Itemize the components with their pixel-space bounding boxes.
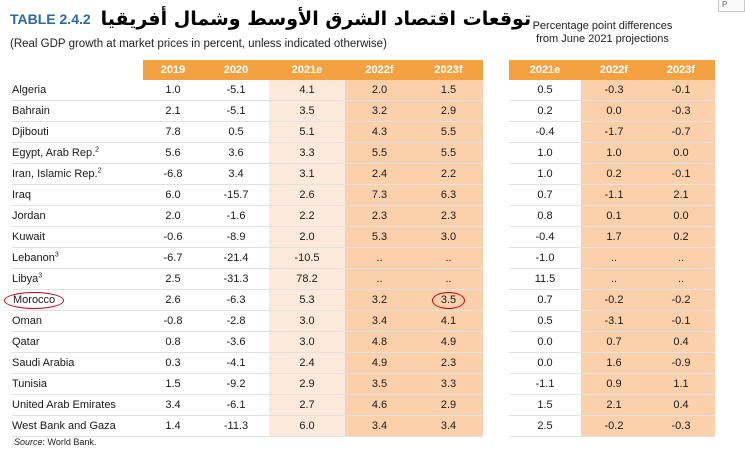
cell-diff-2021e: -1.1 (509, 374, 581, 395)
col-gap (483, 101, 509, 122)
country-label: Jordan (12, 210, 46, 222)
footnote-marker: 2 (95, 146, 100, 154)
cell-2023f: 1.5 (414, 80, 483, 101)
country-label: Iran, Islamic Rep. (12, 168, 98, 180)
cell-2023f: 2.2 (414, 164, 483, 185)
footnote-marker: 3 (54, 251, 59, 259)
cell-diff-2023f: 0.2 (647, 227, 715, 248)
cell-2019: -0.6 (143, 227, 203, 248)
country-name (12, 80, 143, 101)
cell-2020: -6.3 (203, 290, 269, 311)
col-gap (483, 80, 509, 101)
cell-2019: 3.4 (143, 395, 203, 416)
cell-2022f: 4.8 (345, 332, 414, 353)
col-2023f: 2023f (414, 60, 483, 80)
corner-tab[interactable]: P (718, 0, 745, 12)
cell-diff-2022f: 0.1 (581, 206, 647, 227)
cell-diff-2023f: 0.4 (647, 395, 715, 416)
cell-diff-2022f: -0.2 (581, 416, 647, 437)
cell-diff-2023f: .. (647, 248, 715, 269)
source-note (14, 437, 96, 447)
col-gap (483, 206, 509, 227)
table-row (12, 143, 715, 164)
cell-2021e: 5.3 (269, 290, 345, 311)
cell-diff-2022f: 0.2 (581, 164, 647, 185)
header-country-blank (12, 60, 143, 80)
cell-2019: 2.5 (143, 269, 203, 290)
cell-diff-2022f: -0.3 (581, 80, 647, 101)
table-label: TABLE 2.4.2 (10, 11, 91, 27)
table-row (12, 101, 715, 122)
cell-diff-2022f: -3.1 (581, 311, 647, 332)
cell-2019: 6.0 (143, 185, 203, 206)
country-label: Iraq (12, 189, 31, 201)
cell-2020: -11.3 (203, 416, 269, 437)
diff-heading-line1: Percentage point differences (532, 20, 673, 32)
diff-col-2023f: 2023f (647, 60, 715, 80)
col-gap (483, 60, 509, 80)
country-label: West Bank and Gaza (12, 420, 116, 432)
table-row (12, 374, 715, 395)
col-gap (483, 227, 509, 248)
source-label: Source (14, 437, 43, 447)
cell-2021e: 78.2 (269, 269, 345, 290)
table-row (12, 269, 715, 290)
col-gap (483, 185, 509, 206)
cell-2021e: 5.1 (269, 122, 345, 143)
cell-diff-2021e: 0.5 (509, 311, 581, 332)
cell-2020: -15.7 (203, 185, 269, 206)
cell-2019: 1.4 (143, 416, 203, 437)
cell-2021e: 2.7 (269, 395, 345, 416)
cell-diff-2021e: 0.7 (509, 290, 581, 311)
cell-diff-2021e: 0.5 (509, 80, 581, 101)
cell-2023f: 2.9 (414, 101, 483, 122)
cell-2019: 5.6 (143, 143, 203, 164)
cell-diff-2022f: 1.7 (581, 227, 647, 248)
table-row (12, 185, 715, 206)
table-row (12, 80, 715, 101)
cell-diff-2023f: 1.1 (647, 374, 715, 395)
diff-col-2022f: 2022f (581, 60, 647, 80)
table-row (12, 122, 715, 143)
cell-diff-2021e: 0.2 (509, 101, 581, 122)
cell-diff-2021e: 0.8 (509, 206, 581, 227)
country-name (12, 290, 143, 311)
country-name (12, 332, 143, 353)
cell-2021e: 3.0 (269, 332, 345, 353)
cell-diff-2023f: 0.0 (647, 143, 715, 164)
cell-2020: -2.8 (203, 311, 269, 332)
cell-diff-2022f: 1.6 (581, 353, 647, 374)
col-gap (483, 395, 509, 416)
cell-2023f (414, 290, 483, 311)
cell-diff-2023f: -0.1 (647, 164, 715, 185)
cell-diff-2023f: -0.7 (647, 122, 715, 143)
cell-2022f: 3.4 (345, 416, 414, 437)
cell-2023f: 3.4 (414, 416, 483, 437)
cell-2020: -31.3 (203, 269, 269, 290)
cell-2022f: 3.2 (345, 101, 414, 122)
cell-2023f: 2.9 (414, 395, 483, 416)
col-gap (483, 332, 509, 353)
table-row (12, 395, 715, 416)
col-2021e: 2021e (269, 60, 345, 80)
cell-2020: 0.5 (203, 122, 269, 143)
cell-2023f: 2.3 (414, 353, 483, 374)
cell-2022f: 5.5 (345, 143, 414, 164)
cell-diff-2023f: -0.1 (647, 311, 715, 332)
cell-2020: -1.6 (203, 206, 269, 227)
cell-2019: -0.8 (143, 311, 203, 332)
cell-diff-2022f: 2.1 (581, 395, 647, 416)
country-label: United Arab Emirates (12, 399, 116, 411)
cell-diff-2021e: 1.0 (509, 164, 581, 185)
cell-2021e: 2.6 (269, 185, 345, 206)
table-subtitle: (Real GDP growth at market prices in percent, unless indicated otherwise) (10, 38, 387, 50)
cell-diff-2021e: 1.5 (509, 395, 581, 416)
cell-2022f: 5.3 (345, 227, 414, 248)
cell-2022f: 4.9 (345, 353, 414, 374)
country-name (12, 416, 143, 437)
country-name (12, 206, 143, 227)
highlighted-value: 3.5 (432, 292, 465, 309)
cell-diff-2021e: 0.7 (509, 185, 581, 206)
table-row (12, 353, 715, 374)
cell-2023f: 6.3 (414, 185, 483, 206)
footnote-marker: 2 (97, 167, 102, 175)
diff-heading (505, 20, 700, 46)
footnote-marker: 3 (38, 272, 43, 280)
cell-2019: 0.8 (143, 332, 203, 353)
table-row (12, 290, 715, 311)
col-gap (483, 269, 509, 290)
cell-diff-2021e: 2.5 (509, 416, 581, 437)
cell-2022f: 4.3 (345, 122, 414, 143)
gdp-table (12, 60, 715, 437)
table-body (12, 80, 715, 437)
cell-2022f: 3.4 (345, 311, 414, 332)
cell-2019: 2.0 (143, 206, 203, 227)
cell-2021e: 3.5 (269, 101, 345, 122)
cell-2021e: -10.5 (269, 248, 345, 269)
table-row (12, 164, 715, 185)
country-label: Morocco (4, 292, 64, 309)
header-row (12, 60, 715, 80)
cell-2020: -5.1 (203, 101, 269, 122)
title-row (10, 6, 531, 32)
col-2019: 2019 (143, 60, 203, 80)
col-gap (483, 416, 509, 437)
country-name (12, 185, 143, 206)
country-name (12, 122, 143, 143)
cell-2020: 3.4 (203, 164, 269, 185)
table-row (12, 227, 715, 248)
country-name (12, 227, 143, 248)
cell-2020: -8.9 (203, 227, 269, 248)
country-name (12, 101, 143, 122)
cell-2020: -5.1 (203, 80, 269, 101)
cell-2022f: 7.3 (345, 185, 414, 206)
cell-2021e: 3.0 (269, 311, 345, 332)
cell-2019: 7.8 (143, 122, 203, 143)
col-2020: 2020 (203, 60, 269, 80)
cell-diff-2023f: .. (647, 269, 715, 290)
cell-diff-2022f: 0.9 (581, 374, 647, 395)
col-gap (483, 311, 509, 332)
cell-2020: 3.6 (203, 143, 269, 164)
cell-2019: 1.0 (143, 80, 203, 101)
cell-2021e: 2.9 (269, 374, 345, 395)
cell-2023f: 4.1 (414, 311, 483, 332)
table-row (12, 416, 715, 437)
country-label: Djibouti (12, 126, 49, 138)
cell-diff-2021e: 0.0 (509, 353, 581, 374)
cell-2021e: 2.4 (269, 353, 345, 374)
country-label: Qatar (12, 336, 40, 348)
cell-2023f: 5.5 (414, 122, 483, 143)
country-name (12, 353, 143, 374)
country-label: Saudi Arabia (12, 357, 75, 369)
col-gap (483, 143, 509, 164)
cell-diff-2022f: 0.0 (581, 101, 647, 122)
diff-heading-line2: from June 2021 projections (536, 33, 669, 45)
cell-2022f: .. (345, 248, 414, 269)
cell-diff-2021e: -0.4 (509, 227, 581, 248)
cell-diff-2023f: -0.2 (647, 290, 715, 311)
cell-diff-2023f: 0.4 (647, 332, 715, 353)
col-2022f: 2022f (345, 60, 414, 80)
arabic-title: توقعات اقتصاد الشرق الأوسط وشمال أفريقيا (100, 8, 532, 30)
cell-diff-2023f: 2.1 (647, 185, 715, 206)
cell-2019: 0.3 (143, 353, 203, 374)
cell-diff-2021e: 11.5 (509, 269, 581, 290)
cell-2023f: 4.9 (414, 332, 483, 353)
cell-diff-2022f: -1.7 (581, 122, 647, 143)
cell-2021e: 2.2 (269, 206, 345, 227)
cell-2020: -3.6 (203, 332, 269, 353)
country-name (12, 395, 143, 416)
country-label: Lebanon (12, 252, 55, 264)
country-label: Bahrain (12, 105, 50, 117)
cell-diff-2021e: -0.4 (509, 122, 581, 143)
cell-2021e: 4.1 (269, 80, 345, 101)
cell-diff-2022f: 1.0 (581, 143, 647, 164)
cell-2021e: 2.0 (269, 227, 345, 248)
cell-2023f: 2.3 (414, 206, 483, 227)
table-row (12, 248, 715, 269)
cell-2022f: 4.6 (345, 395, 414, 416)
country-label: Libya (12, 273, 39, 285)
country-label: Kuwait (12, 231, 46, 243)
col-gap (483, 122, 509, 143)
col-gap (483, 374, 509, 395)
cell-diff-2021e: -1.0 (509, 248, 581, 269)
cell-2021e: 3.3 (269, 143, 345, 164)
country-label: Egypt, Arab Rep. (12, 147, 96, 159)
cell-2022f: 2.4 (345, 164, 414, 185)
col-gap (483, 248, 509, 269)
country-name (12, 248, 143, 269)
cell-diff-2021e: 1.0 (509, 143, 581, 164)
country-label: Tunisia (12, 378, 48, 390)
cell-diff-2023f: -0.1 (647, 80, 715, 101)
country-name (12, 164, 143, 185)
cell-2021e: 6.0 (269, 416, 345, 437)
country-label: Oman (12, 315, 42, 327)
cell-2019: -6.8 (143, 164, 203, 185)
cell-2022f: 2.3 (345, 206, 414, 227)
col-gap (483, 164, 509, 185)
cell-2020: -9.2 (203, 374, 269, 395)
cell-2023f: 3.0 (414, 227, 483, 248)
cell-diff-2022f: -1.1 (581, 185, 647, 206)
cell-2020: -4.1 (203, 353, 269, 374)
cell-diff-2022f: .. (581, 269, 647, 290)
country-name (12, 311, 143, 332)
cell-2023f: .. (414, 248, 483, 269)
cell-2020: -21.4 (203, 248, 269, 269)
cell-2022f: 3.2 (345, 290, 414, 311)
cell-2023f: .. (414, 269, 483, 290)
country-name (12, 143, 143, 164)
cell-2019: 1.5 (143, 374, 203, 395)
diff-col-2021e: 2021e (509, 60, 581, 80)
cell-2019: 2.1 (143, 101, 203, 122)
col-gap (483, 290, 509, 311)
table-row (12, 206, 715, 227)
country-label: Algeria (12, 84, 47, 96)
cell-2019: 2.6 (143, 290, 203, 311)
source-text: : World Bank. (42, 437, 97, 447)
cell-diff-2023f: -0.9 (647, 353, 715, 374)
col-gap (483, 353, 509, 374)
cell-2023f: 5.5 (414, 143, 483, 164)
cell-diff-2023f: -0.3 (647, 416, 715, 437)
country-name (12, 374, 143, 395)
cell-2022f: .. (345, 269, 414, 290)
cell-diff-2023f: 0.0 (647, 206, 715, 227)
cell-2021e: 3.1 (269, 164, 345, 185)
country-name (12, 269, 143, 290)
cell-diff-2023f: -0.3 (647, 101, 715, 122)
cell-2020: -6.1 (203, 395, 269, 416)
cell-diff-2022f: 0.7 (581, 332, 647, 353)
cell-diff-2022f: .. (581, 248, 647, 269)
cell-diff-2022f: -0.2 (581, 290, 647, 311)
table-row (12, 332, 715, 353)
cell-2022f: 3.5 (345, 374, 414, 395)
cell-2023f: 3.3 (414, 374, 483, 395)
cell-2022f: 2.0 (345, 80, 414, 101)
cell-diff-2021e: 0.0 (509, 332, 581, 353)
cell-2019: -6.7 (143, 248, 203, 269)
table-row (12, 311, 715, 332)
